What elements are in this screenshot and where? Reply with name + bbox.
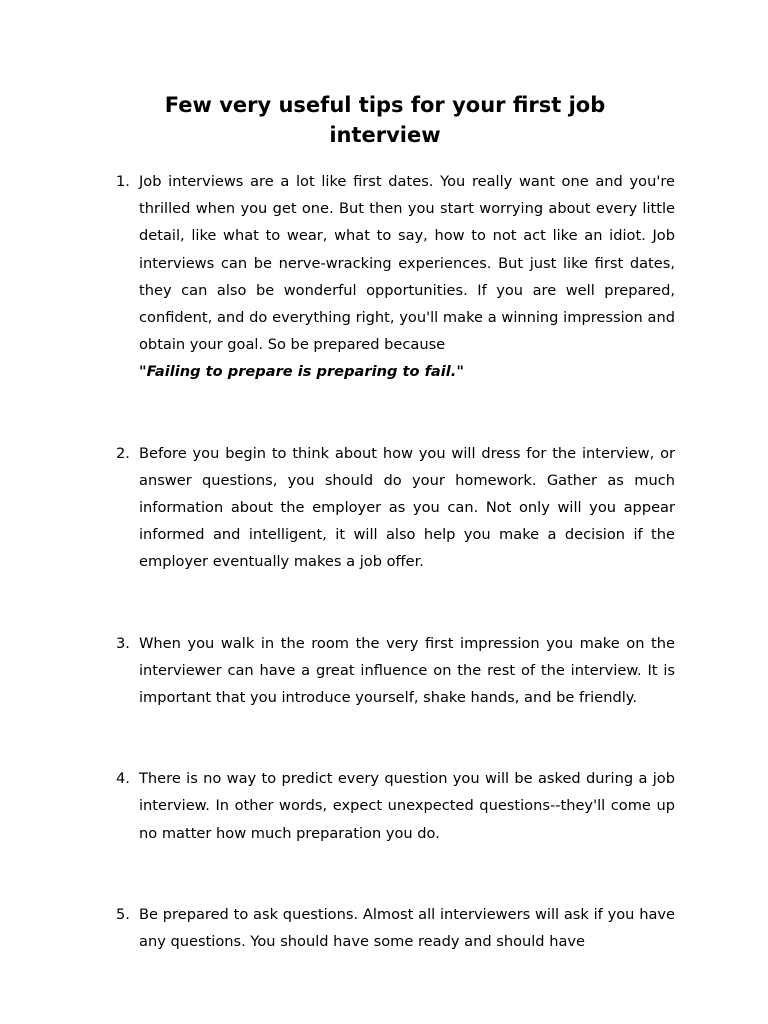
list-item: [116, 765, 675, 847]
list-item: [116, 168, 675, 386]
list-item: [116, 630, 675, 712]
list-item-number: 5.: [116, 905, 130, 923]
page-title: Few very useful tips for your first job interview: [164, 93, 606, 147]
list-item-number: 4.: [116, 770, 130, 788]
list-item-text: Job interviews are a lot like first dates. You really want one and you're thrilled when you get one. But then you start worrying about every little detail, like what to wear, what to say, how to not act like an idiot. Job interviews can be nerve-wracking experiences. But just like first dates, they can also be wonderful opportunities. If you are well prepared, confident, and do everything right, you'll make a winning impression and obtain your goal. So be prepared because: [139, 173, 675, 354]
list-item-number: 2.: [116, 444, 130, 462]
list-item-text: Before you begin to think about how you will dress for the interview, or answer questions, you should do your homework. Gather as much information about the employer as you can. Not only will you appear informed and intelligent, it will also help you make a decision if the employer eventually makes a job offer.: [139, 444, 675, 571]
list-item: [116, 440, 675, 576]
list-item: [116, 901, 675, 955]
list-item-text: There is no way to predict every question you will be asked during a job interview. In other words, expect unexpected questions--they'll come up no matter how much preparation you do.: [139, 770, 675, 842]
list-item-number: 3.: [116, 634, 130, 652]
list-item-text: Be prepared to ask questions. Almost all interviewers will ask if you have any questions. You should have some ready and should have: [139, 905, 675, 951]
list-item-number: 1.: [116, 173, 130, 190]
list-item-text: When you walk in the room the very first impression you make on the interviewer can have a great influence on the rest of the interview. It is important that you introduce yourself, shake hands, and be friendly.: [139, 634, 675, 707]
tips-list: [0, 168, 768, 1009]
list-item-quote: "Failing to prepare is preparing to fail.": [139, 363, 464, 381]
